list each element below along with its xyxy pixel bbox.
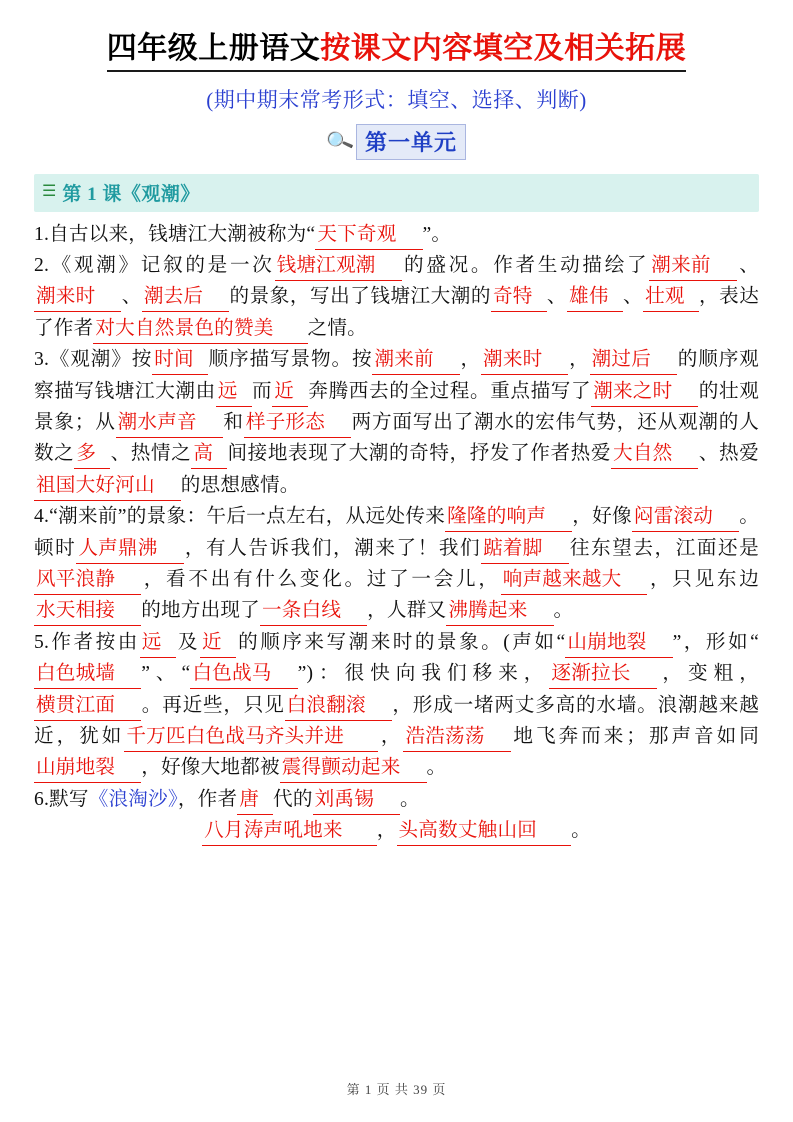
answer-blank[interactable]: 横贯江面 [34, 693, 141, 721]
answer-blank[interactable]: 浩浩荡荡 [403, 724, 510, 752]
static-text: 的景象，写出了钱塘江大潮的 [229, 286, 491, 308]
unit-heading [34, 124, 759, 160]
static-text: 2.《观潮》记叙的是一次 [34, 254, 275, 276]
static-text: ”，形如“ [672, 631, 759, 653]
page-subtitle: (期中期末常考形式：填空、选择、判断) [206, 87, 587, 112]
answer-blank[interactable]: 山崩地裂 [565, 630, 672, 658]
static-text: 1.自古以来，钱塘江大潮被称为“ [34, 223, 316, 245]
answer-blank[interactable]: 山崩地裂 [34, 755, 141, 783]
question-paragraph [34, 250, 759, 344]
answer-blank[interactable]: 近 [200, 630, 236, 658]
static-text: 和 [222, 411, 244, 433]
static-text: 的顺序来写潮来时的景象。(声如“ [235, 631, 566, 653]
answer-blank[interactable]: 高 [191, 441, 227, 469]
static-text: 。 [426, 757, 447, 779]
answer-blank[interactable]: 隆隆的响声 [445, 504, 572, 532]
question-paragraph [34, 815, 759, 846]
answer-blank[interactable]: 逐渐拉长 [549, 661, 656, 689]
static-text: 的地方出现了 [141, 600, 260, 622]
answer-blank[interactable]: 样子形态 [244, 410, 351, 438]
static-text: 。 [571, 820, 591, 842]
answer-blank[interactable]: 潮过后 [590, 347, 677, 375]
answer-blank[interactable]: 奇特 [491, 284, 547, 312]
answer-blank[interactable]: 祖国大好河山 [34, 473, 181, 501]
question-paragraph [34, 627, 759, 784]
static-text: 的壮观景象；从 [34, 380, 759, 433]
static-text: 、 [121, 286, 142, 308]
static-text: ，有人告诉我们，潮来了！我们 [183, 537, 482, 559]
answer-blank[interactable]: 头高数丈触山回 [397, 818, 572, 846]
answer-blank[interactable]: 人声鼎沸 [76, 536, 183, 564]
magnifier-icon: 🔍 [324, 127, 356, 157]
answer-blank[interactable]: 潮来时 [34, 284, 121, 312]
answer-blank[interactable]: 风平浪静 [34, 567, 141, 595]
static-text: 的盛况。作者生动描绘了 [401, 254, 650, 276]
static-text: 奔腾西去的全过程。重点描写了 [308, 380, 592, 402]
answer-blank[interactable]: 远 [216, 379, 252, 407]
question-paragraph [34, 219, 759, 250]
static-text: 、 [736, 254, 759, 276]
static-text: ，作者 [177, 788, 238, 810]
question-paragraph [34, 344, 759, 501]
static-text: 、 [622, 286, 644, 308]
answer-blank[interactable]: 白色城墙 [34, 661, 141, 689]
poem-title: 《浪淘沙》 [88, 788, 178, 810]
answer-blank[interactable]: 天下奇观 [315, 222, 422, 250]
answer-blank[interactable]: 钱塘江观潮 [275, 253, 402, 281]
answer-blank[interactable]: 多 [74, 441, 110, 469]
page-title-part-grade: 四年级上册语文 [106, 32, 321, 65]
static-text: 、 [546, 286, 568, 308]
answer-blank[interactable]: 壮观 [643, 284, 699, 312]
static-text: 代的 [273, 788, 313, 810]
static-text: 。再近些，只见 [141, 694, 285, 716]
static-text: ， [459, 349, 482, 371]
static-text: ，好像大地都被 [141, 757, 280, 779]
answer-blank[interactable]: 唐 [237, 787, 273, 815]
answer-blank[interactable]: 刘禹锡 [313, 787, 400, 815]
answer-blank[interactable]: 潮水声音 [116, 410, 223, 438]
static-text: ， [378, 726, 404, 747]
static-text: ，形成一堵两丈多高的水墙。浪潮越来越近，犹如 [34, 694, 759, 747]
answer-blank[interactable]: 潮来前 [372, 347, 459, 375]
answer-blank[interactable]: 潮来前 [649, 253, 736, 281]
answer-blank[interactable]: 远 [140, 630, 176, 658]
question-paragraph [34, 501, 759, 627]
static-text: 及 [175, 631, 200, 653]
static-text: ”)：很快向我们移来， [297, 663, 550, 685]
unit-label: 第一单元 [356, 124, 466, 160]
static-text: 间接地表现了大潮的奇特，抒发了作者热爱 [227, 443, 612, 465]
answer-blank[interactable]: 八月涛声吼地来 [202, 818, 377, 846]
book-stack-icon: ☰ [42, 183, 57, 200]
static-text: 之情。 [307, 317, 367, 339]
static-text: 往东望去，江面还是 [568, 537, 759, 559]
static-text: 的顺序观察描写钱塘江大潮由 [34, 349, 759, 402]
page-title-part-topic: 按课文内容填空及相关拓展 [320, 32, 687, 65]
answer-blank[interactable]: 雄伟 [567, 284, 623, 312]
static-text: ，表达了作者 [34, 286, 759, 339]
static-text: 4.“潮来前”的景象：午后一点左右，从远处传来 [34, 506, 446, 528]
static-text: 地飞奔而来；那声音如同 [510, 726, 760, 747]
static-text: ”。 [422, 223, 452, 245]
answer-blank[interactable]: 时间 [152, 347, 208, 375]
static-text: ，看不出有什么变化。过了一会儿， [141, 568, 501, 590]
static-text: ， [376, 820, 397, 842]
page-title [34, 30, 759, 72]
static-text: ，好像 [572, 506, 632, 528]
answer-blank[interactable]: 闷雷滚动 [632, 504, 739, 532]
static-text: 。顿时 [34, 506, 759, 559]
static-text: 而 [251, 380, 273, 402]
static-text: ，变粗， [656, 663, 759, 685]
lesson-title: 第 1 课《观潮》 [62, 183, 200, 205]
answer-blank[interactable]: 潮去后 [142, 284, 229, 312]
static-text: ， [568, 349, 590, 371]
static-text: ，只见东边 [647, 568, 760, 590]
static-text: 、热爱 [698, 443, 759, 465]
static-text: 5.作者按由 [34, 631, 140, 653]
static-text: 的思想感情。 [180, 474, 300, 496]
static-text: 顺序描写景物。按 [207, 349, 373, 371]
page-footer: 第 1 页 共 39 页 [346, 1082, 447, 1097]
lesson-header [34, 174, 759, 212]
static-text: ，人群又 [367, 600, 447, 622]
answer-blank[interactable]: 大自然 [611, 441, 698, 469]
static-text: 6.默写 [34, 788, 89, 810]
answer-blank[interactable]: 水天相接 [34, 598, 141, 626]
static-text: 。 [400, 788, 420, 810]
answer-blank[interactable]: 沸腾起来 [446, 598, 553, 626]
answer-blank[interactable]: 白浪翻滚 [285, 693, 392, 721]
answer-blank[interactable]: 千万匹白色战马齐头并进 [124, 724, 378, 752]
static-text: 。 [553, 600, 574, 622]
answer-blank[interactable]: 踮着脚 [481, 536, 568, 564]
static-text: ”、“ [141, 663, 191, 685]
static-text: 3.《观潮》按 [34, 349, 153, 371]
answer-blank[interactable]: 响声越来越大 [501, 567, 648, 595]
answer-blank[interactable]: 白色战马 [190, 661, 297, 689]
answer-blank[interactable]: 潮来时 [481, 347, 568, 375]
static-text: 、热情之 [110, 443, 192, 465]
answer-blank[interactable]: 潮来之时 [591, 379, 698, 407]
question-paragraph [34, 784, 759, 815]
static-text: 两方面写出了潮水的宏伟气势，还从观潮的人数之 [34, 411, 760, 465]
answer-blank[interactable]: 震得颤动起来 [280, 755, 427, 783]
answer-blank[interactable]: 一条白线 [260, 598, 367, 626]
answer-blank[interactable]: 对大自然景色的赞美 [93, 316, 307, 344]
lesson-content [34, 219, 759, 847]
answer-blank[interactable]: 近 [272, 379, 308, 407]
